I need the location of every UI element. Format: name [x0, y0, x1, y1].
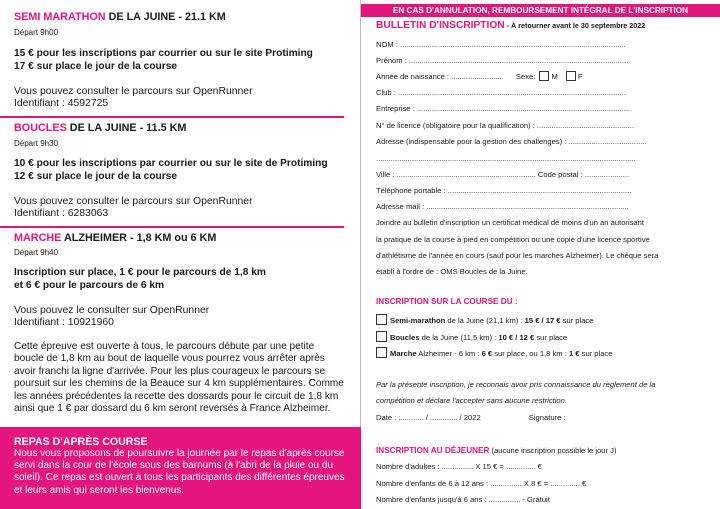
boucles-depart: Départ 9h30 — [14, 139, 59, 148]
semi-price-onsite: 17 € sur place le jour de la course — [14, 61, 178, 72]
signature-field[interactable]: Signature : — [528, 413, 566, 422]
repas-body: Nous vous proposons de poursuivre la journée par le repas d'après course servi dans la cour de l'école sous des barnums (à l'abri de la pluie ou du soleil). Ce repas est ouvert à tous les participants des différentes épreuves et leurs amis qui seront les bienvenus. — [14, 448, 345, 496]
adultes-field[interactable]: Nombre d'adultes : ............... X 15 € = .............. € — [376, 462, 542, 471]
boucles-openrunner: Vous pouvez consulter le parcours sur OpenRunner — [14, 196, 253, 207]
registration-form — [361, 0, 720, 509]
annee-naissance-row — [376, 71, 583, 81]
semi-marathon-title: SEMI MARATHON DE LA JUINE - 21.1 KM — [14, 11, 226, 23]
option-marche-checkbox[interactable] — [376, 347, 387, 358]
nom-field[interactable]: NOM : ........................................................................................................... — [376, 40, 626, 49]
ville-codepostal-field[interactable]: Ville : .................................................................. Code postal : ..................... — [376, 170, 630, 179]
semi-identifiant: Identifiant : 4592725 — [14, 98, 109, 109]
semi-openrunner: Vous pouvez consulter le parcours sur OpenRunner — [14, 86, 253, 97]
boucles-price-online: 10 € pour les inscriptions par courrier ou sur le site de Protiming — [14, 158, 328, 169]
sexe-label: Sexe: — [515, 72, 536, 81]
sexe-m-label: M — [551, 72, 558, 81]
consent-line-2: compétition et déclare l'accepter sans aucune restriction. — [376, 396, 567, 405]
repas-title: REPAS D'APRÈS COURSE — [14, 436, 148, 448]
consent-line-1: Par la présente inscription, je reconnais avoir pris connaissance du règlement de la — [376, 380, 656, 389]
inscription-course-title: INSCRIPTION SUR LA COURSE DU : — [376, 297, 518, 306]
certificat-line-2: la pratique de la course à pied en compétition ou une copie d'une licence sportive — [376, 235, 650, 244]
option-marche[interactable]: Marche Alzheimer - 6 km : 6 € sur place, ou 1,8 km : 1 € sur place — [376, 347, 612, 358]
marche-depart: Départ 9h40 — [14, 248, 59, 257]
sexe-m-checkbox[interactable] — [539, 71, 549, 81]
prenom-field[interactable]: Prénom : ........................................................................................................ — [376, 56, 629, 65]
adresse-continued[interactable]: ........................................................................................................................... — [376, 154, 636, 163]
mail-field[interactable]: Adresse mail : ................................................................................................ — [376, 202, 629, 211]
option-boucles-checkbox[interactable] — [376, 331, 387, 342]
entreprise-field[interactable]: Entreprise : ...................................................................................................... — [376, 104, 633, 113]
section-divider — [0, 116, 344, 118]
annee-naissance-field[interactable]: Année de naissance : ........................ — [376, 72, 502, 81]
date-signature-row — [376, 413, 566, 422]
repas-section — [0, 427, 361, 509]
certificat-line-4: établi à l'ordre de : OMS Boucles de la Juine. — [376, 267, 528, 276]
boucles-identifiant: Identifiant : 6283063 — [14, 208, 109, 219]
certificat-line-1: Joindre au bulletin d'inscription un certificat médical de moins d'un an autorisant — [376, 218, 644, 227]
semi-price-online: 15 € pour les inscriptions par courrier ou sur le site Protiming — [14, 48, 313, 59]
boucles-title: BOUCLES DE LA JUINE - 11.5 KM — [14, 122, 187, 134]
marche-price-6km: et 6 € pour le parcours de 6 km — [14, 280, 165, 291]
option-boucles[interactable]: Boucles de la Juine (11,5 km) : 10 € / 12 € sur place — [376, 331, 567, 342]
boucles-price-onsite: 12 € sur place le jour de la course — [14, 171, 178, 182]
sexe-f-label: F — [577, 72, 583, 81]
telephone-field[interactable]: Téléphone portable : ....................................................................................... — [376, 186, 632, 195]
refund-banner: EN CAS D'ANNULATION, REMBOURSEMENT INTÉGRAL DE L'INSCRIPTION — [361, 4, 720, 17]
licence-field[interactable]: N° de licence (obligatoire pour la qualification) : .............................................. — [376, 121, 634, 130]
certificat-line-3: d'athlétisme de l'année en cours (sauf pour les marches Alzheimer). Le chèque sera — [376, 251, 659, 260]
sexe-f-checkbox[interactable] — [566, 71, 576, 81]
marche-identifiant: Identifiant : 10921960 — [14, 317, 114, 328]
date-field[interactable]: Date : ............ / ............. / 2022 — [376, 413, 481, 422]
option-semi-checkbox[interactable] — [376, 314, 387, 325]
marche-title: MARCHE ALZHEIMER - 1,8 KM ou 6 KM — [14, 232, 217, 244]
form-title: BULLETIN D'INSCRIPTION - À retourner avant le 30 septembre 2022 — [376, 20, 646, 31]
marche-openrunner: Vous pouvez le consulter sur OpenRunner — [14, 305, 210, 316]
adresse-field[interactable]: Adresse (indispensable pour la gestion des challenges) : ..................................... — [376, 137, 647, 146]
enfants-6-12-field[interactable]: Nombre d'enfants de 6 à 12 ans : ............... X 8 € = .............. € — [376, 479, 587, 488]
marche-price-1-8km: Inscription sur place, 1 € pour le parcours de 1,8 km — [14, 267, 266, 278]
section-divider — [0, 226, 344, 228]
club-field[interactable]: Club : ............................................................................................................ — [376, 88, 626, 97]
semi-depart: Départ 9h00 — [14, 28, 59, 37]
option-semi[interactable]: Semi-marathon de la Juine (21,1 km) : 15 € / 17 € sur place — [376, 314, 593, 325]
enfants-0-6-field[interactable]: Nombre d'enfants jusqu'à 6 ans : ............... - Gratuit — [376, 495, 550, 504]
marche-description: Cette épreuve est ouverte à tous, le parcours débute par une petite boucle de 1,8 km au bout de laquelle vous pourrez vous arrêter après avoir franchi la ligne d'arrivée. Pour les plus courageux le parcours se poursuit sur les chemins de la Beauce sur 4 km supplémentaires. Comme les années précédentes la recette des dossards pour le circuit de 1,8 km ainsi que 1 € par dossard du 6 km seront reversés à France Alzheimer. — [14, 341, 344, 415]
dejeuner-title-row: INSCRIPTION AU DÉJEUNER (aucune inscription possible le jour J) — [376, 446, 617, 455]
